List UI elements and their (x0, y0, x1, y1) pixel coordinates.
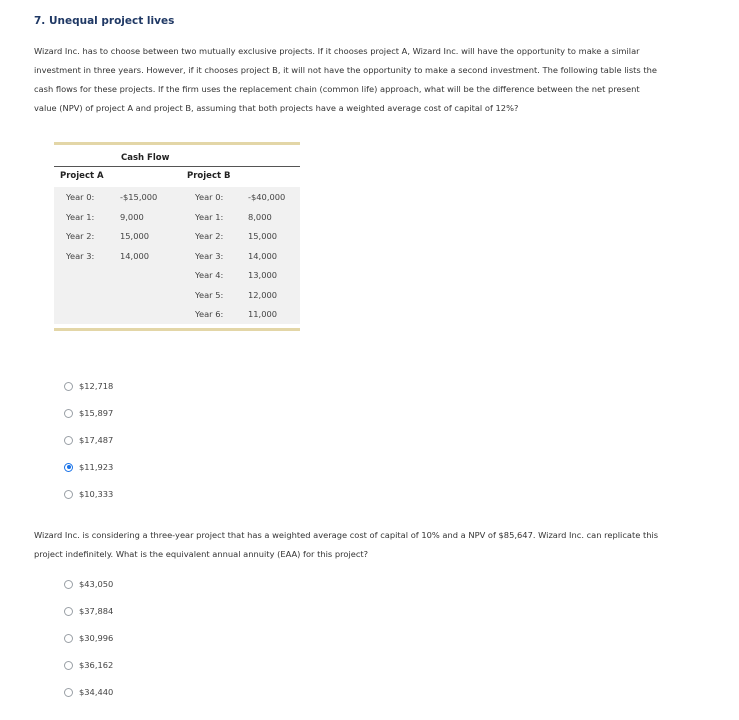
question-1-line: Wizard Inc. has to choose between two mutually exclusive projects. If it chooses project A, Wizard Inc. will have the opportunity to make a similar (34, 46, 640, 56)
radio-button[interactable] (64, 436, 73, 445)
radio-button[interactable] (64, 661, 73, 670)
question-1-line: value (NPV) of project A and project B, assuming that both projects have a weighted average cost of capital of 12%? (34, 103, 519, 113)
question-1-text (34, 42, 724, 118)
project-b-value: 15,000 (248, 231, 278, 241)
project-a-value: -$15,000 (120, 192, 158, 202)
radio-button[interactable] (64, 634, 73, 643)
table-top-bar (54, 142, 300, 145)
eaa-option-3[interactable] (64, 631, 113, 645)
radio-button-selected[interactable] (64, 463, 73, 472)
answer-option-label: $34,440 (79, 687, 114, 697)
answer-option-4[interactable] (64, 460, 113, 474)
answer-option-label: $43,050 (79, 579, 114, 589)
radio-button[interactable] (64, 382, 73, 391)
answer-option-label: $30,996 (79, 633, 114, 643)
project-a-value: 9,000 (120, 211, 144, 222)
answer-option-3[interactable] (64, 433, 113, 447)
answer-option-1[interactable] (64, 379, 113, 393)
radio-button[interactable] (64, 688, 73, 697)
project-a-year: Year 2: (66, 231, 95, 241)
project-b-year: Year 5: (195, 289, 224, 300)
question-2-text (34, 526, 724, 564)
eaa-option-4[interactable] (64, 658, 113, 672)
project-a-value: 15,000 (120, 231, 150, 241)
answer-option-label: $37,884 (79, 606, 114, 616)
header-divider (54, 166, 300, 167)
project-b-value: 8,000 (248, 211, 272, 222)
question-2-line: project indefinitely. What is the equivalent annual annuity (EAA) for this project? (34, 549, 369, 559)
project-a-year: Year 1: (66, 211, 95, 222)
question-title: 7. Unequal project lives (34, 15, 175, 27)
answer-option-2[interactable] (64, 406, 113, 420)
answer-option-5[interactable] (64, 487, 113, 501)
table-bottom-bar (54, 328, 300, 331)
project-a-year: Year 0: (66, 192, 95, 202)
project-b-value: 11,000 (248, 309, 278, 319)
answer-option-label: $11,923 (79, 462, 114, 472)
eaa-option-1[interactable] (64, 577, 113, 591)
radio-button[interactable] (64, 580, 73, 589)
project-a-value: 14,000 (120, 250, 150, 261)
question-1-line: cash flows for these projects. If the firm uses the replacement chain (common life) approach, what will be the difference between the net present (34, 84, 640, 94)
radio-button[interactable] (64, 490, 73, 499)
project-b-year: Year 6: (195, 309, 224, 319)
cash-flow-table (54, 142, 300, 332)
eaa-option-2[interactable] (64, 604, 113, 618)
question-1-line: investment in three years. However, if it chooses project B, it will not have the opportunity to make a second investment. The following table lists the (34, 65, 657, 75)
answer-option-label: $36,162 (79, 660, 114, 670)
answer-option-label: $17,487 (79, 435, 114, 445)
project-b-year: Year 1: (195, 211, 224, 222)
project-b-value: 13,000 (248, 270, 278, 280)
eaa-option-5[interactable] (64, 685, 113, 699)
project-a-year: Year 3: (66, 250, 95, 261)
question-2-line: Wizard Inc. is considering a three-year project that has a weighted average cost of capital of 10% and a NPV of $85,647. Wizard Inc. can replicate this (34, 530, 659, 540)
project-b-value: 14,000 (248, 250, 278, 261)
answer-option-label: $15,897 (79, 408, 114, 418)
project-b-year: Year 3: (195, 250, 224, 261)
project-b-year: Year 0: (195, 192, 224, 202)
project-b-value: -$40,000 (248, 192, 286, 202)
project-b-value: 12,000 (248, 289, 278, 300)
project-a-header: Project A (60, 171, 104, 181)
project-b-year: Year 2: (195, 231, 224, 241)
answer-option-label: $12,718 (79, 381, 114, 391)
project-b-header: Project B (187, 171, 231, 181)
cash-flow-header: Cash Flow (121, 153, 170, 163)
radio-button[interactable] (64, 409, 73, 418)
project-b-year: Year 4: (195, 270, 224, 280)
radio-button[interactable] (64, 607, 73, 616)
answer-option-label: $10,333 (79, 489, 114, 499)
